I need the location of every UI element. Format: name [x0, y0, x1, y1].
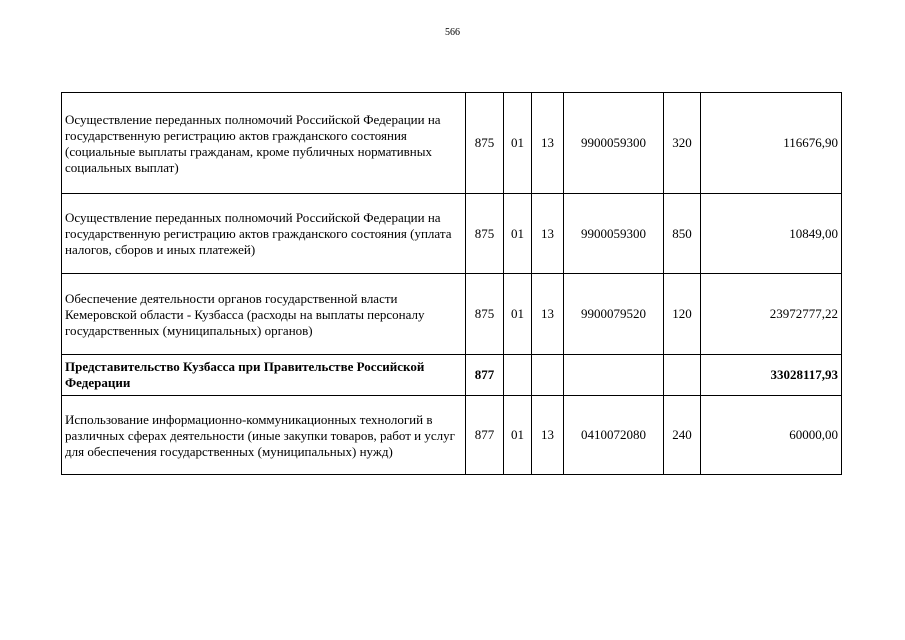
table-row — [62, 274, 842, 355]
department-name-cell: Представительство Кузбасса при Правительстве Российской Федерации — [62, 355, 466, 396]
table-row — [62, 93, 842, 194]
expense-type-code-cell: 120 — [664, 274, 701, 355]
expense-type-code-cell: 850 — [664, 194, 701, 274]
target-article-code-cell — [564, 355, 664, 396]
subsection-code-cell: 13 — [532, 93, 564, 194]
department-code-cell: 875 — [466, 274, 504, 355]
subsection-code-cell: 13 — [532, 194, 564, 274]
page-number: 566 — [445, 27, 460, 38]
expense-type-code-cell — [664, 355, 701, 396]
budget-table — [61, 92, 842, 475]
amount-cell: 33028117,93 — [701, 355, 842, 396]
subsection-code-cell: 13 — [532, 396, 564, 475]
amount-cell: 10849,00 — [701, 194, 842, 274]
expense-type-code-cell: 240 — [664, 396, 701, 475]
department-code-cell: 877 — [466, 355, 504, 396]
subsection-code-cell: 13 — [532, 274, 564, 355]
section-code-cell: 01 — [504, 396, 532, 475]
section-code-cell: 01 — [504, 194, 532, 274]
target-article-code-cell: 9900059300 — [564, 194, 664, 274]
table-row — [62, 396, 842, 475]
target-article-code-cell: 9900059300 — [564, 93, 664, 194]
subsection-code-cell — [532, 355, 564, 396]
table-row — [62, 194, 842, 274]
amount-cell: 116676,90 — [701, 93, 842, 194]
expense-name-cell: Осуществление переданных полномочий Российской Федерации на государственную регистрацию актов гражданского состояния (уплата налогов, сборов и иных платежей) — [62, 194, 466, 274]
department-code-cell: 875 — [466, 93, 504, 194]
amount-cell: 60000,00 — [701, 396, 842, 475]
table-row-total — [62, 355, 842, 396]
target-article-code-cell: 9900079520 — [564, 274, 664, 355]
section-code-cell — [504, 355, 532, 396]
section-code-cell: 01 — [504, 93, 532, 194]
section-code-cell: 01 — [504, 274, 532, 355]
department-code-cell: 877 — [466, 396, 504, 475]
target-article-code-cell: 0410072080 — [564, 396, 664, 475]
expense-name-cell: Осуществление переданных полномочий Российской Федерации на государственную регистрацию актов гражданского состояния (социальные выплаты гражданам, кроме публичных нормативных социальных выплат) — [62, 93, 466, 194]
amount-cell: 23972777,22 — [701, 274, 842, 355]
expense-type-code-cell: 320 — [664, 93, 701, 194]
expense-name-cell: Использование информационно-коммуникационных технологий в различных сферах деятельности (иные закупки товаров, работ и услуг для обеспечения государственных (муниципальных) нужд) — [62, 396, 466, 475]
expense-name-cell: Обеспечение деятельности органов государственной власти Кемеровской области - Кузбасса (расходы на выплаты персоналу государственных (муниципальных) органов) — [62, 274, 466, 355]
department-code-cell: 875 — [466, 194, 504, 274]
